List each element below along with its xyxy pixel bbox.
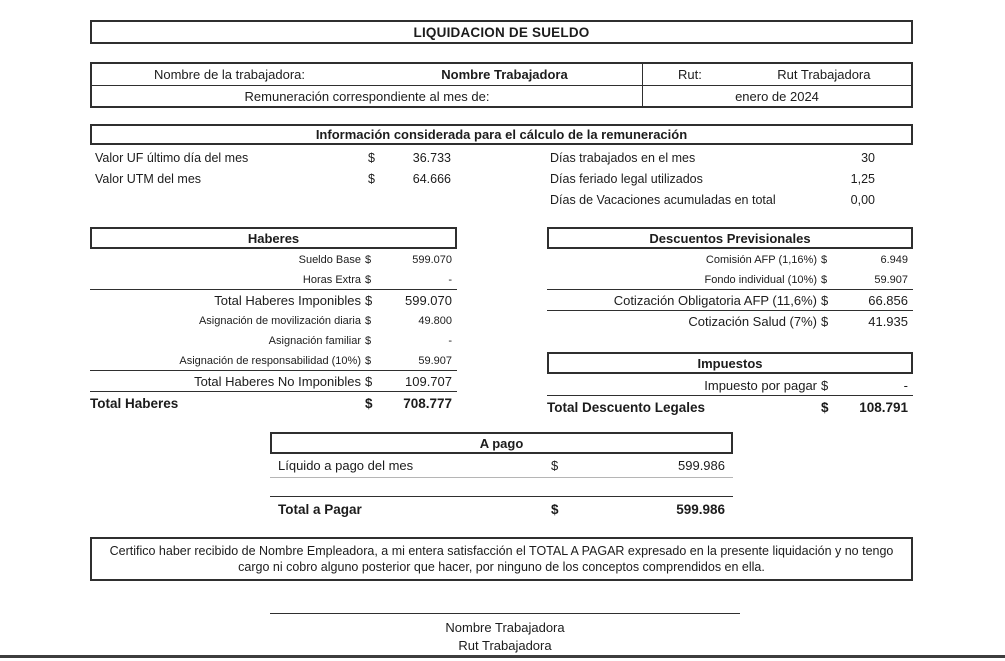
row-value: 59.907 (874, 273, 908, 286)
certification-text: Certifico haber recibido de Nombre Empleadora, a mi entera satisfacción el TOTAL A PAGAR expresado en la presente liquidación y no tengo cargo ni cobro alguno posterior que hacer, por ninguno de los conceptos comprendidos en ella. (109, 544, 894, 574)
employee-rut-value: Rut Trabajadora (777, 67, 871, 82)
currency-symbol: $ (821, 273, 828, 286)
haberes-row-sueldo-base (90, 250, 457, 270)
row-value: - (448, 335, 452, 347)
employee-name-label: Nombre de la trabajadora: (153, 67, 306, 82)
info-section-header-box (90, 124, 913, 145)
currency-symbol: $ (551, 502, 559, 517)
currency-symbol: $ (365, 395, 373, 411)
haberes-column (90, 227, 457, 418)
row-value: 6.949 (880, 254, 908, 266)
descuentos-column (547, 227, 913, 418)
a-pago-title: A pago (479, 435, 524, 451)
employee-name-value: Nombre Trabajadora (441, 67, 568, 82)
haberes-row-total-imponibles (90, 290, 457, 311)
employee-rut-label: Rut: (677, 67, 702, 82)
info-value: 30 (861, 150, 875, 165)
currency-symbol: $ (365, 335, 372, 347)
info-section-title: Información considerada para el cálculo de la remuneración (315, 127, 688, 142)
a-pago-header-box (270, 432, 733, 454)
row-value: 66.856 (868, 292, 908, 308)
currency-symbol: $ (821, 292, 829, 308)
row-value: 599.070 (405, 293, 452, 308)
row-value: - (448, 273, 452, 286)
a-pago-section (270, 432, 733, 522)
row-label: Horas Extra (302, 273, 361, 286)
haberes-total-row (90, 392, 457, 414)
currency-symbol: $ (365, 315, 372, 327)
info-value: 0,00 (850, 192, 875, 207)
descuentos-row-comision-afp (547, 250, 913, 270)
info-label: Valor UTM del mes (95, 171, 202, 186)
info-label: Días feriado legal utilizados (550, 171, 703, 186)
row-label: Asignación familiar (268, 335, 361, 347)
a-pago-total-row (270, 496, 733, 522)
row-label: Líquido a pago del mes (278, 458, 414, 473)
row-label: Sueldo Base (298, 254, 361, 266)
info-value: 64.666 (412, 171, 451, 186)
haberes-row-asignacion-familiar (90, 331, 457, 351)
employee-info-table (90, 62, 913, 108)
info-row-vacaciones (550, 189, 913, 210)
info-grid (90, 147, 913, 210)
earnings-deductions-columns (90, 227, 913, 418)
total-label: Total Descuento Legales (547, 399, 706, 415)
row-value: 109.707 (405, 373, 452, 389)
descuentos-total-row (547, 396, 913, 418)
row-value: 49.800 (418, 315, 452, 327)
row-label: Asignación de responsabilidad (10%) (179, 354, 361, 367)
currency-symbol: $ (365, 293, 373, 308)
info-label: Valor UF último día del mes (95, 150, 249, 165)
period-label-cell (92, 86, 642, 106)
row-label: Fondo individual (10%) (704, 273, 817, 286)
signature-name: Nombre Trabajadora (445, 620, 565, 635)
currency-symbol: $ (368, 150, 375, 165)
info-label: Días de Vacaciones acumuladas en total (550, 192, 776, 207)
haberes-title: Haberes (247, 230, 300, 246)
info-left-column (90, 147, 457, 210)
row-value: 59.907 (418, 354, 452, 367)
document-title: LIQUIDACION DE SUELDO (413, 24, 590, 40)
certification-box (90, 537, 913, 581)
row-value: - (903, 377, 908, 393)
period-value: enero de 2024 (735, 88, 819, 104)
row-label: Asignación de movilización diaria (198, 315, 361, 327)
document-title-box (90, 20, 913, 44)
currency-symbol: $ (821, 377, 829, 393)
total-value: 708.777 (403, 395, 452, 411)
currency-symbol: $ (821, 254, 828, 266)
employee-rut-cell (642, 64, 911, 85)
spacer (547, 332, 913, 352)
haberes-row-movilizacion (90, 311, 457, 331)
impuestos-row-por-pagar (547, 375, 913, 396)
currency-symbol: $ (365, 273, 372, 286)
impuestos-header-box (547, 352, 913, 374)
currency-symbol: $ (365, 373, 373, 389)
info-row-uf (90, 147, 457, 168)
haberes-row-total-no-imponibles (90, 371, 457, 392)
info-value: 36.733 (412, 150, 451, 165)
row-value: 41.935 (868, 314, 908, 329)
currency-symbol: $ (821, 314, 829, 329)
period-label: Remuneración correspondiente al mes de: (244, 88, 490, 104)
employee-name-row (92, 64, 911, 85)
row-value: 599.986 (678, 458, 725, 473)
signature-block (270, 613, 740, 655)
a-pago-row-liquido (270, 454, 733, 478)
descuentos-row-cotizacion-obligatoria (547, 290, 913, 311)
currency-symbol: $ (365, 354, 372, 367)
currency-symbol: $ (365, 254, 372, 266)
period-value-cell (642, 86, 911, 106)
row-label: Cotización Salud (7%) (688, 314, 817, 329)
currency-symbol: $ (821, 399, 829, 415)
period-row (92, 85, 911, 106)
total-label: Total a Pagar (278, 502, 362, 517)
row-label: Total Haberes No Imponibles (194, 373, 361, 389)
employee-name-cell (92, 64, 642, 85)
haberes-header-box (90, 227, 457, 249)
descuentos-row-cotizacion-salud (547, 311, 913, 332)
row-value: 599.070 (412, 254, 452, 266)
currency-symbol: $ (551, 458, 559, 473)
info-row-dias-trabajados (550, 147, 913, 168)
page-bottom-edge (0, 655, 1005, 658)
impuestos-title: Impuestos (697, 355, 763, 371)
row-label: Comisión AFP (1,16%) (705, 254, 817, 266)
row-label: Impuesto por pagar (704, 377, 817, 393)
info-row-utm (90, 168, 457, 189)
signature-rut: Rut Trabajadora (458, 638, 552, 653)
row-label: Cotización Obligatoria AFP (11,6%) (613, 292, 817, 308)
info-value: 1,25 (850, 171, 875, 186)
currency-symbol: $ (368, 171, 375, 186)
row-label: Total Haberes Imponibles (214, 293, 361, 308)
haberes-row-horas-extra (90, 270, 457, 290)
haberes-row-responsabilidad (90, 351, 457, 371)
descuentos-title: Descuentos Previsionales (649, 230, 811, 246)
info-right-column (550, 147, 913, 210)
descuentos-row-fondo-individual (547, 270, 913, 290)
total-value: 599.986 (676, 502, 725, 517)
info-row-feriado-legal (550, 168, 913, 189)
info-section-body (90, 147, 913, 210)
descuentos-header-box (547, 227, 913, 249)
total-label: Total Haberes (90, 395, 179, 411)
spacer (270, 478, 733, 496)
info-label: Días trabajados en el mes (550, 150, 696, 165)
total-value: 108.791 (859, 399, 908, 415)
